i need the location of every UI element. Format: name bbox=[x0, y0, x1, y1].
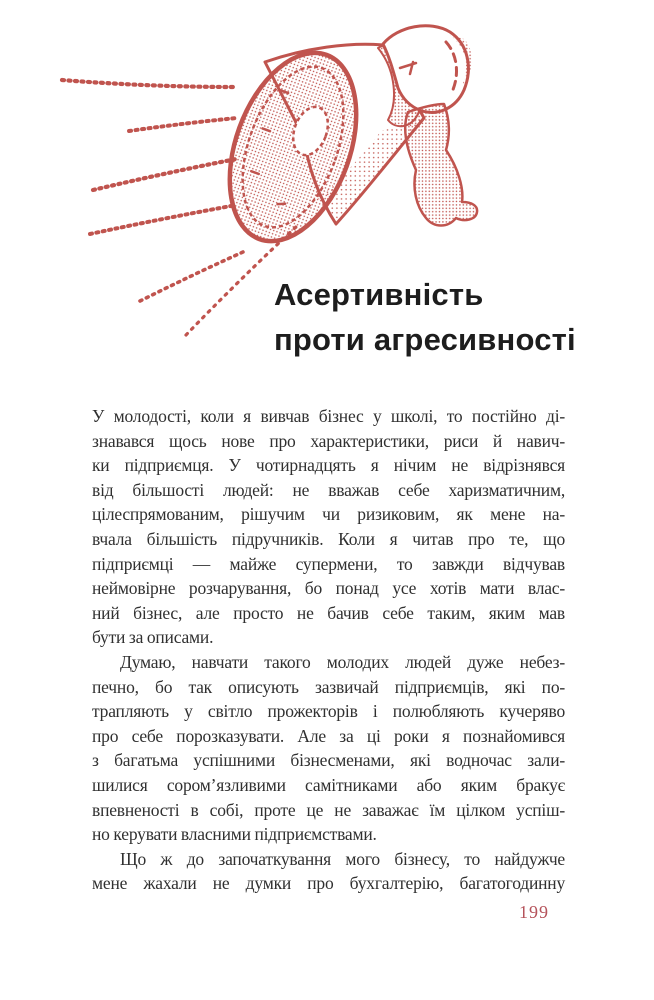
paragraph bbox=[92, 847, 565, 896]
sound-ray-icon bbox=[93, 159, 236, 190]
body-line: знавався щось нове про характеристики, риси й навич- bbox=[92, 430, 565, 451]
body-line: ний бізнес, але просто не бачив себе таким, яким мав bbox=[92, 602, 565, 623]
page-number: 199 bbox=[519, 902, 549, 922]
body-line: цілеспрямованим, рішучим чи ризиковим, як мене на- bbox=[92, 504, 565, 525]
body-line: ки підприємця. У чотирнадцять я нічим не відрізнявся bbox=[92, 455, 565, 476]
body-line: про себе порозказувати. Але за ці роки я познайомився bbox=[92, 725, 565, 746]
body-line: бути за описами. bbox=[92, 627, 214, 648]
body-line: вчала більшість підручників. Коли я читав про те, що bbox=[92, 528, 565, 549]
body-line: впевненості в собі, проте це не заважає їм цілком успіш- bbox=[92, 799, 565, 820]
chapter-title-line2: проти агресивності bbox=[274, 322, 576, 357]
body-line: мене жахали не думки про бухгалтерію, багатогодинну bbox=[92, 873, 565, 894]
paragraph bbox=[92, 404, 565, 650]
body-line: з багатьма успішними бізнесменами, які водночас зали- bbox=[92, 750, 565, 771]
chapter-title-line1: Асертивність bbox=[274, 277, 484, 312]
body-line: трапляють у світло прожекторів і полюбляють кучеряво bbox=[92, 701, 565, 722]
megaphone-handle bbox=[405, 104, 477, 226]
body-line: неймовірне розчарування, бо понад усе хотів мати влас- bbox=[92, 578, 565, 599]
sound-ray-icon bbox=[129, 118, 237, 131]
body-line: но керувати власними підприємствами. bbox=[92, 824, 377, 845]
body-text bbox=[92, 404, 565, 896]
body-line: У молодості, коли я вивчав бізнес у школі, то постійно ді- bbox=[92, 406, 565, 426]
body-line: шилися сором’язливими самітниками або яким бракує bbox=[92, 774, 565, 795]
body-line: Думаю, навчати такого молодих людей дуже небез- bbox=[120, 651, 565, 672]
body-line: печно, бо так описують зазвичай підприємців, які по- bbox=[92, 676, 565, 697]
paragraph bbox=[92, 650, 565, 847]
body-line: підприємці — майже супермени, то завжди відчував bbox=[92, 553, 565, 574]
sound-ray-icon bbox=[62, 80, 236, 87]
body-line: Що ж до започаткування мого бізнесу, то найдужче bbox=[120, 848, 565, 869]
body-line: від більшості людей: не вважав себе харизматичним, bbox=[92, 479, 565, 500]
chapter-title bbox=[274, 272, 576, 362]
sound-ray-icon bbox=[90, 206, 231, 234]
